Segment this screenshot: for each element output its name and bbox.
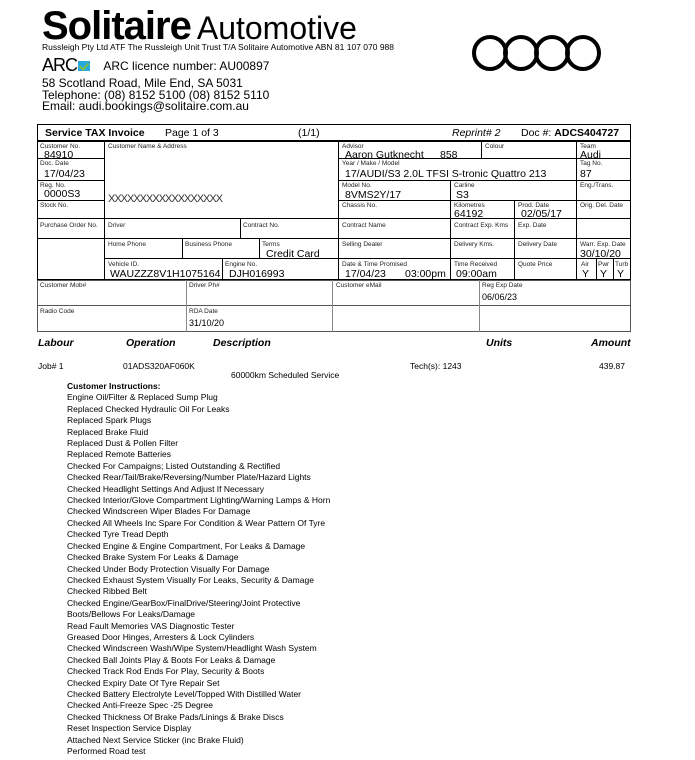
instruction-item: Replaced Remote Batteries xyxy=(67,449,171,460)
advisor-value: Aaron Gutknecht xyxy=(345,149,424,161)
grid-line xyxy=(37,218,338,219)
arc-licence-number: ARC licence number: AU00897 xyxy=(103,58,270,73)
instruction-item: Checked Windscreen Wash/Wipe System/Headlight Wash System xyxy=(67,643,317,654)
tag-no-label: Tag No. xyxy=(580,160,603,167)
col-units: Units xyxy=(486,337,513,349)
warr-exp-date-label: Warr. Exp. Date xyxy=(580,241,626,248)
kilometres-value: 64192 xyxy=(454,208,484,220)
driver-label: Driver xyxy=(108,222,126,229)
tag-no-value: 87 xyxy=(580,168,592,180)
kilometres-label: Kilometres xyxy=(454,202,485,209)
reg-exp-date-label: Reg Exp Date xyxy=(482,282,523,289)
contract-exp-kms-label: Contract Exp. Kms xyxy=(454,222,509,229)
instruction-item: Replaced Dust & Pollen Filter xyxy=(67,438,179,449)
ring-icon xyxy=(567,37,599,69)
instructions-list xyxy=(67,392,330,757)
instruction-item: Greased Door Hinges, Arresters & Lock Cylinders xyxy=(67,631,255,642)
instruction-item: Checked For Campaigns; Listed Outstanding & Rectified xyxy=(67,460,281,471)
job-amount: 439.87 xyxy=(599,361,625,371)
instruction-item: Checked Ribbed Belt xyxy=(67,586,147,597)
instruction-item: Read Fault Memories VAS Diagnostic Tester xyxy=(67,620,235,631)
instruction-item: Checked Battery Electrolyte Level/Topped With Distilled Water xyxy=(67,688,302,699)
team-label: Team xyxy=(580,143,596,150)
col-description: Description xyxy=(213,337,271,349)
address: 58 Scotland Road, Mile End, SA 5031 xyxy=(42,76,243,90)
ring-icon xyxy=(474,37,506,69)
instruction-item: Checked Brake System For Leaks & Damage xyxy=(67,552,239,563)
carline-label: Carline xyxy=(454,182,475,189)
grid-line xyxy=(259,238,260,258)
pwr-value: Y xyxy=(600,268,608,280)
job-description: 60000km Scheduled Service xyxy=(231,370,340,380)
grid-line xyxy=(104,141,105,280)
model-no-value: 8VMS2Y/17 xyxy=(345,189,402,201)
home-phone-label: Home Phone xyxy=(108,241,146,248)
telephone: Telephone: (08) 8152 5100 (08) 8152 5110 xyxy=(42,87,270,102)
exp-date-label: Exp. Date xyxy=(518,222,547,229)
prod-date-value: 02/05/17 xyxy=(521,208,562,220)
vehicle-id-label: Vehicle ID. xyxy=(108,261,140,268)
customer-mob-label: Customer Mob# xyxy=(40,282,87,289)
customer-no-label: Customer No. xyxy=(40,143,81,150)
contact-grid xyxy=(37,280,631,332)
advisor-code: 858 xyxy=(440,149,458,161)
ring-icon xyxy=(505,37,537,69)
eng-trans-label: Eng./Trans. xyxy=(580,182,614,189)
warr-exp-date-value: 30/10/20 xyxy=(580,248,621,260)
customer-name-label: Customer Name & Address xyxy=(108,143,187,150)
rda-date-value: 31/10/20 xyxy=(189,318,225,328)
audi-rings-logo xyxy=(470,33,620,73)
instruction-item: Reset Inspection Service Display xyxy=(67,723,192,734)
colour-label: Colour xyxy=(485,143,505,150)
grid-line xyxy=(576,141,577,280)
ring-icon xyxy=(536,37,568,69)
instruction-item: Checked Engine/GearBox/FinalDrive/Steering/Joint Protective xyxy=(67,597,301,608)
carline-value: S3 xyxy=(456,189,469,201)
instruction-item: Checked Ball Joints Play & Boots For Leaks & Damage xyxy=(67,654,276,665)
turb-label: Turb xyxy=(615,261,629,268)
instruction-item: Checked Anti-Freeze Spec -25 Degree xyxy=(67,700,213,711)
instruction-item: Performed Road test xyxy=(67,746,146,756)
instruction-item: Replaced Brake Fluid xyxy=(67,426,149,437)
driver-ph-label: Driver Ph# xyxy=(189,282,220,289)
doc-number xyxy=(521,127,619,139)
purchase-order-label: Purchase Order No. xyxy=(40,222,98,229)
air-value: Y xyxy=(582,268,590,280)
instructions-heading: Customer Instructions: xyxy=(67,381,161,391)
grid-line xyxy=(338,218,631,219)
grid-line xyxy=(338,180,631,181)
chassis-no-label: Chassis No. xyxy=(342,202,378,209)
instruction-item: Checked Headlight Settings And Adjust If Necessary xyxy=(67,483,265,494)
doc-number-label: Doc #: xyxy=(521,127,552,139)
date-time-promised-label: Date & Time Promised xyxy=(342,261,408,268)
instruction-item: Engine Oil/Filter & Replaced Sump Plug xyxy=(67,392,218,403)
instruction-item: Checked Windscreen Wiper Blades For Damage xyxy=(67,506,251,517)
instruction-item: Replaced Checked Hydraulic Oil For Leaks xyxy=(67,403,230,414)
contract-no-label: Contract No. xyxy=(243,222,280,229)
quote-price-label: Quote Price xyxy=(518,261,553,268)
job-operation: 01ADS320AF060K xyxy=(123,361,195,371)
copy-indicator: (1/1) xyxy=(298,127,320,139)
orig-del-date-label: Orig. Del. Date xyxy=(580,202,623,209)
instruction-item: Checked Exhaust System Visually For Leaks, Security & Damage xyxy=(67,574,314,585)
team-value: Audi xyxy=(580,149,602,161)
grid-line xyxy=(222,258,223,280)
arc-licence-row xyxy=(42,55,269,76)
grid-line xyxy=(479,280,480,332)
job-number: Job# 1 xyxy=(38,361,64,371)
contact-block xyxy=(42,78,269,113)
engine-no-label: Engine No. xyxy=(225,261,258,268)
terms-label: Terms xyxy=(262,241,280,248)
arc-logo: ARC xyxy=(42,55,78,75)
grid-line xyxy=(338,141,339,280)
grid-line xyxy=(332,280,333,332)
grid-line xyxy=(37,200,104,201)
contract-name-label: Contract Name xyxy=(342,222,386,229)
instruction-item: Checked Interior/Glove Compartment Lighting/Warning Lamps & Horn xyxy=(67,495,331,506)
grid-line xyxy=(37,180,104,181)
instruction-item: Attached Next Service Sticker (inc Brake Fluid) xyxy=(67,734,244,745)
page-indicator: Page 1 of 3 xyxy=(165,127,219,139)
time-received-value: 09:00am xyxy=(456,268,497,280)
grid-line xyxy=(186,280,187,332)
grid-line xyxy=(37,238,338,239)
grid-line xyxy=(613,258,614,280)
instruction-item: Replaced Spark Plugs xyxy=(67,415,152,426)
time-promised-value: 03:00pm xyxy=(405,268,446,280)
reg-no-value: 0000S3 xyxy=(44,188,81,200)
customer-name-redacted: XXXXXXXXXXXXXXXXXX xyxy=(108,193,223,205)
terms-value: Credit Card xyxy=(266,248,320,260)
brand-name-bold: Solitaire xyxy=(42,4,191,48)
delivery-kms-label: Delivery Kms. xyxy=(454,241,495,248)
selling-dealer-label: Selling Dealer xyxy=(342,241,383,248)
year-make-model-label: Year / Make / Model xyxy=(342,160,400,167)
customer-instructions xyxy=(67,381,330,757)
arc-checkmark-icon xyxy=(78,61,90,71)
grid-line xyxy=(514,200,515,280)
doc-date-label: Doc. Date xyxy=(40,160,69,167)
instruction-item: Checked Thickness Of Brake Pads/Linings & Brake Discs xyxy=(67,711,284,722)
job-techs: Tech(s): 1243 xyxy=(410,361,462,371)
col-operation: Operation xyxy=(126,337,176,349)
grid-line xyxy=(481,141,482,158)
grid-line xyxy=(240,218,241,238)
turb-value: Y xyxy=(617,268,625,280)
rda-date-label: RDA Date xyxy=(189,308,218,315)
instruction-item: Checked Expiry Date Of Tyre Repair Set xyxy=(67,677,220,688)
advisor-label: Advisor xyxy=(342,143,364,150)
date-promised-value: 17/04/23 xyxy=(345,268,386,280)
reprint-number: Reprint# 2 xyxy=(452,127,501,139)
email: Email: audi.bookings@solitaire.com.au xyxy=(42,99,249,113)
legal-line: Russleigh Pty Ltd ATF The Russleigh Unit Trust T/A Solitaire Automotive ABN 81 107 070 988 xyxy=(42,42,394,52)
instruction-item: Checked Track Rod Ends For Play, Security & Boots xyxy=(67,666,265,677)
col-amount: Amount xyxy=(591,337,631,349)
grid-line xyxy=(182,238,183,258)
radio-code-label: Radio Code xyxy=(40,308,75,315)
engine-no-value: DJH016993 xyxy=(229,268,285,280)
pwr-label: Pwr xyxy=(598,261,610,268)
doc-number-value: ADCS404727 xyxy=(554,127,620,139)
invoice-title: Service TAX Invoice xyxy=(45,127,145,139)
grid-line xyxy=(596,258,597,280)
year-make-model-value: 17/AUDI/S3 2.0L TFSI S-tronic Quattro 213 xyxy=(345,168,547,180)
doc-date-value: 17/04/23 xyxy=(44,168,85,180)
instruction-item: Checked Under Body Protection Visually For Damage xyxy=(67,563,270,574)
reg-exp-date-value: 06/06/23 xyxy=(482,292,518,302)
instruction-item: Checked All Wheels Inc Spare For Condition & Wear Pattern Of Tyre xyxy=(67,517,326,528)
air-label: Air xyxy=(581,261,589,268)
vehicle-id-value: WAUZZZ8V1H1075164 xyxy=(110,268,221,280)
customer-no-value: 84910 xyxy=(44,149,74,161)
customer-email-label: Customer eMail xyxy=(336,282,382,289)
delivery-date-label: Delivery Date xyxy=(518,241,558,248)
col-labour: Labour xyxy=(38,337,74,349)
brand-name-light: Automotive xyxy=(196,10,357,46)
model-no-label: Model No. xyxy=(342,182,372,189)
instruction-item: Checked Rear/Tail/Brake/Reversing/Number Plate/Hazard Lights xyxy=(67,472,311,483)
time-received-label: Time Received xyxy=(454,261,498,268)
reg-no-label: Reg. No. xyxy=(40,182,66,189)
instruction-item: Checked Engine & Engine Compartment, For Leaks & Damage xyxy=(67,540,306,551)
instruction-item: Boots/Bellows For Leaks/Damage xyxy=(67,609,196,620)
grid-line xyxy=(450,180,451,200)
instruction-item: Checked Tyre Tread Depth xyxy=(67,529,169,540)
stock-no-label: Stock No. xyxy=(40,202,69,209)
grid-line xyxy=(450,200,451,280)
business-phone-label: Business Phone xyxy=(185,241,232,248)
grid-line xyxy=(338,238,631,239)
prod-date-label: Prod. Date xyxy=(518,202,550,209)
grid-line xyxy=(37,305,631,306)
